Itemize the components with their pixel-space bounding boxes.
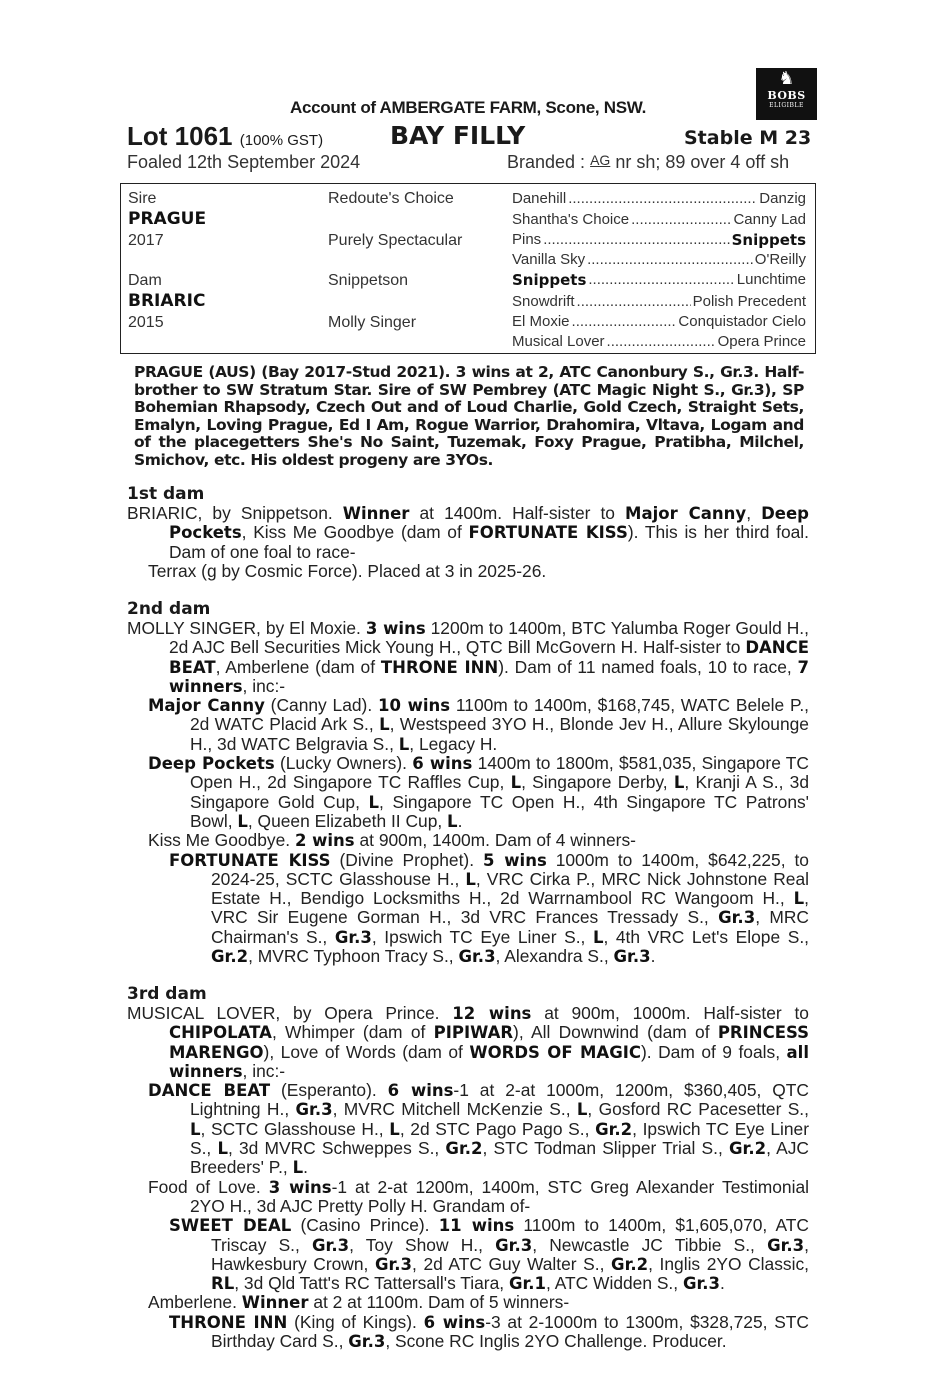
section-title: 3rd dam [127, 984, 207, 1004]
text-run: at 2 at 1100m. Dam of 5 winners- [313, 1292, 570, 1313]
bold-text: FORTUNATE KISS [468, 523, 628, 543]
ancestor-sire: Danzig [759, 190, 806, 207]
ancestor-name: Pins [512, 231, 542, 248]
text-run: MUSICAL LOVER, by Opera Prince. [127, 1003, 440, 1023]
text-run: , Westspeed 3YO H., Blonde Jev H., Allure Skylounge H., 3d WATC Belgravia S., [190, 714, 809, 754]
bold-text: L [389, 1119, 400, 1139]
text-run: , Legacy H. [409, 733, 498, 754]
bold-text: Gr.3 [295, 1100, 333, 1120]
granddam-1: Purely Spectacular [328, 232, 463, 249]
text-run: . [650, 946, 656, 967]
grandsire-2: Snippetson [328, 272, 409, 289]
text-run: -3 at 2-1000m to 1300m, $328,725, STC Birthday Card S., [211, 1311, 809, 1352]
sire-description: PRAGUE (AUS) (Bay 2017-Stud 2021). 3 wins at 2, ATC Canonbury S., Gr.3. Half-brother to SW Stratum Star. Sire of SW Pembrey (ATC Magic Night S., Gr.3), SP Bohemian Rhapsody, Czech Out and of Loud Charlie, Gold Czech, Straight Sets, Emalyn, Loving Prague, Ed I Am, Rogue Warrior, Drahomira, Vltava, Logam and of the placegetters She's No Saint, Tuzemak, Foxy Prague, Pratibha, Milchel, Smichov, etc. His oldest progeny are 3YOs. [134, 363, 804, 469]
text-run: , Queen Elizabeth II Cup, [247, 810, 443, 831]
dam-paragraph [127, 504, 809, 562]
bold-text: PRINCESS MARENGO [169, 1023, 809, 1062]
text-run: 1100m to 1400m, $168,745, WATC Belele P., 2d WATC Placid Ark S., [190, 695, 810, 735]
progeny-entry [127, 1293, 809, 1312]
bold-text: L [592, 927, 604, 947]
bold-text: 6 wins [423, 1312, 486, 1332]
ancestor-sire: Snippets [731, 231, 806, 249]
ancestor-sire: Polish Precedent [692, 293, 806, 310]
dam-paragraph [127, 619, 809, 696]
bold-text: L [368, 792, 380, 812]
text-run: at 900m, 1400m. Dam of 4 winners- [359, 830, 636, 851]
text-run: at 900m, 1000m. Half-sister to [544, 1003, 809, 1023]
ancestor-row [512, 231, 806, 249]
ancestor-sire: Conquistador Cielo [678, 313, 806, 330]
bold-text: L [217, 1139, 228, 1159]
bold-text: Gr.1 [508, 1274, 547, 1294]
sire-name: PRAGUE [128, 209, 207, 229]
bold-text: CHIPOLATA [169, 1023, 272, 1043]
ancestor-row [512, 271, 806, 289]
sire-year: 2017 [128, 232, 164, 249]
bold-text: L [465, 869, 476, 889]
text-run: , Singapore Derby, [521, 772, 668, 793]
bold-text: DANCE BEAT [169, 638, 809, 677]
bold-text: L [237, 811, 248, 831]
bold-text: FORTUNATE KISS [169, 850, 331, 870]
text-run: , Whimper (dam of [271, 1022, 426, 1043]
text-run: (Canny Lad). [270, 695, 373, 716]
bold-text: RL [211, 1274, 235, 1294]
text-run: 1400m to 1800m, $581,035, Singapore TC Open H., 2d Singapore TC Raffles Cup, [190, 753, 809, 793]
ancestor-sire: Canny Lad [733, 211, 806, 228]
second-dam-section [127, 599, 809, 966]
progeny-line: Terrax (g by Cosmic Force). Placed at 3 in 2025-26. [148, 560, 547, 581]
vendor-account: Account of AMBERGATE FARM, Scone, NSW. [290, 98, 646, 117]
first-dam-section [127, 484, 809, 581]
text-run: , Newcastle JC Tibbie S., [532, 1234, 755, 1255]
bold-text: 10 wins [377, 696, 451, 716]
text-run: , 2d STC Pago Pago S., [399, 1118, 590, 1139]
text-run: . [457, 810, 463, 831]
text-run: , Amberlene (dam of [215, 656, 376, 677]
bold-text: L [673, 773, 685, 793]
text-run: Amberlene. [148, 1292, 237, 1313]
text-run: ). Dam of 9 foals, [641, 1041, 781, 1062]
bold-text: Gr.3 [334, 927, 372, 947]
bold-text: THRONE INN [169, 1312, 288, 1332]
text-run: , Hawkesbury Crown, [211, 1234, 809, 1274]
bold-text: all winners [169, 1042, 809, 1081]
text-run: , AJC Breeders' P., [190, 1138, 809, 1178]
bold-text: DANCE BEAT [148, 1081, 271, 1101]
ancestor-sire: Opera Prince [717, 333, 806, 350]
bold-text: Gr.3 [718, 908, 756, 928]
bold-text: Deep Pockets [148, 754, 275, 774]
text-run: , 4th VRC Let's Elope S., [603, 926, 809, 947]
text-run: , Alexandra S., [495, 946, 609, 967]
horse-icon: ♞ [778, 68, 795, 89]
bold-text: Gr.3 [458, 947, 496, 967]
ancestor-row [512, 313, 806, 330]
text-run: MOLLY SINGER, by El Moxie. [127, 618, 361, 638]
brand-mark: AG [590, 152, 611, 168]
bold-text: Winner [342, 504, 410, 523]
ancestor-name: Shantha's Choice [512, 211, 630, 228]
ancestor-row [512, 211, 806, 228]
text-run: (Esperanto). [281, 1080, 377, 1101]
bold-text: Gr.3 [312, 1235, 350, 1255]
grandsire-1: Redoute's Choice [328, 190, 454, 207]
bold-text: Gr.2 [445, 1139, 483, 1159]
dam-label: Dam [128, 272, 162, 289]
text-run: (Divine Prophet). [339, 849, 475, 870]
bold-text: Major Canny [625, 504, 747, 523]
text-run: -1 at 2-at 1200m, 1400m, STC Greg Alexander Testimonial 2YO H., 3d AJC Pretty Polly H. Grandam of- [190, 1176, 809, 1216]
text-run: , MRC Chairman's S., [211, 907, 809, 947]
dam-name: BRIARIC [128, 291, 206, 311]
ancestor-sire: Lunchtime [736, 271, 806, 288]
progeny-entry [127, 754, 809, 831]
text-run: 1100m to 1400m, $1,605,070, ATC Triscay S., [211, 1215, 809, 1255]
logo-text: BOBS [767, 89, 806, 102]
bold-text: 3 wins [365, 619, 426, 638]
progeny-entry [127, 696, 809, 754]
text-run: . [303, 1157, 308, 1178]
bold-text: L [576, 1100, 588, 1120]
bold-text: L [510, 773, 522, 793]
dam-paragraph [127, 1004, 809, 1081]
text-run: , 3d MVRC Schweppes S., [227, 1138, 440, 1159]
bold-text: Gr.3 [682, 1274, 721, 1294]
ancestor-row [512, 251, 806, 268]
bold-text: Gr.3 [767, 1235, 805, 1255]
ancestor-name: Danehill [512, 190, 567, 207]
ancestor-name: Snippets [512, 271, 587, 289]
text-run: , MVRC Mitchell McKenzie S., [332, 1099, 571, 1120]
dam-year: 2015 [128, 314, 164, 331]
bold-text: Winner [241, 1293, 309, 1313]
logo-subtext: ELIGIBLE [769, 102, 804, 109]
branded-label: Branded : [507, 152, 586, 172]
branded-text: nr sh; 89 over 4 off sh [615, 152, 790, 172]
text-run: , SCTC Glasshouse H., [200, 1118, 384, 1139]
lot-label: Lot 1061 [127, 121, 233, 151]
branded-info [507, 152, 789, 173]
text-run: , VRC Sir Eugene Gorman H., 3d VRC Frances Tressady S., [211, 888, 809, 928]
ancestor-row [512, 190, 806, 207]
section-title: 2nd dam [127, 599, 211, 619]
text-run: , Inglis 2YO Classic, [648, 1253, 809, 1274]
text-run: (King of Kings). [294, 1311, 417, 1332]
bobs-logo [756, 68, 817, 120]
bold-text: Gr.3 [348, 1332, 386, 1352]
text-run: , 3d Qld Tatt's RC Tattersall's Tiara, [234, 1273, 505, 1294]
bold-text: L [447, 811, 458, 831]
text-run: 1000m to 1400m, $642,225, to 2024-25, SCTC Glasshouse H., [211, 849, 809, 889]
text-run: Kiss Me Goodbye. [148, 830, 291, 851]
sire-label: Sire [128, 190, 157, 207]
bold-text: 7 winners [169, 657, 809, 696]
text-run: , Kranji A S., 3d Singapore Gold Cup, [190, 772, 810, 812]
bold-text: L [793, 889, 805, 909]
bold-text: Gr.3 [613, 947, 651, 967]
ancestor-row [512, 333, 806, 350]
text-run: BRIARIC, by Snippetson. [127, 503, 333, 523]
text-run: ). This is her third foal. Dam of one foal to race- [169, 522, 809, 562]
text-run: , Ipswich TC Eye Liner S., [371, 926, 586, 947]
section-title: 1st dam [127, 484, 205, 504]
ancestor-name: El Moxie [512, 313, 570, 330]
bold-text: Gr.2 [611, 1254, 649, 1274]
text-run: ). Dam of 11 named foals, 10 to race, [498, 656, 792, 677]
ancestor-name: Snowdrift [512, 293, 575, 310]
ancestor-row [512, 293, 806, 310]
progeny-entry [127, 1313, 809, 1352]
progeny-entry [127, 1178, 809, 1217]
bold-text: Gr.2 [211, 947, 249, 967]
bold-text: Gr.3 [495, 1235, 533, 1255]
text-run: , Singapore TC Open H., 4th Singapore TC Patrons' Bowl, [190, 791, 810, 831]
text-run: , inc:- [242, 1060, 286, 1081]
bold-text: THRONE INN [380, 657, 499, 677]
bold-text: 5 wins [482, 850, 547, 870]
bold-text: 2 wins [294, 831, 355, 851]
text-run: , inc:- [242, 675, 286, 696]
stable-number: Stable M 23 [684, 127, 812, 149]
bold-text: 6 wins [412, 754, 473, 774]
foaled-date: Foaled 12th September 2024 [127, 152, 361, 172]
bold-text: 11 wins [438, 1216, 515, 1236]
text-run: at 1400m. Half-sister to [419, 503, 615, 523]
ancestor-sire: O'Reilly [754, 251, 806, 268]
text-run: Food of Love. [148, 1176, 261, 1197]
text-run: ), Love of Words (dam of [263, 1041, 463, 1062]
text-run: ), All Downwind (dam of [513, 1022, 710, 1043]
text-run: , Toy Show H., [349, 1234, 483, 1255]
bold-text: L [398, 734, 410, 754]
text-run: , VRC Cirka P., MRC Nick Johnstone Real Estate H., Bendigo Locksmiths H., 2d Warrnambool RC Wangoom H., [211, 868, 809, 909]
text-run: , Gosford RC Pacesetter S., [587, 1099, 809, 1120]
text-run: , [746, 503, 752, 523]
bold-text: Gr.3 [374, 1254, 413, 1274]
text-run: , ATC Widden S., [546, 1273, 679, 1294]
bold-text: Gr.2 [595, 1119, 633, 1139]
text-run: -1 at 2-at 1000m, 1200m, $360,405, QTC Lightning H., [190, 1080, 809, 1120]
third-dam-section [127, 984, 809, 1351]
bold-text: L [379, 715, 390, 735]
text-run: , MVRC Typhoon Tracy S., [248, 946, 454, 967]
text-run: (Casino Prince). [300, 1215, 430, 1236]
bold-text: Gr.2 [729, 1139, 767, 1159]
progeny-entry [127, 831, 809, 850]
text-run: , Kiss Me Goodbye (dam of [241, 522, 462, 543]
bold-text: 6 wins [387, 1081, 454, 1101]
text-run: , 2d ATC Guy Walter S., [412, 1253, 605, 1274]
bold-text: L [190, 1119, 201, 1139]
progeny-entry [127, 1216, 809, 1293]
bold-text: PIPIWAR [433, 1023, 514, 1043]
text-run: , Scone RC Inglis 2YO Challenge. Producer. [385, 1331, 727, 1352]
gst-note: (100% GST) [239, 132, 324, 149]
sex-colour: BAY FILLY [390, 121, 526, 150]
bold-text: Deep Pockets [169, 504, 809, 543]
bold-text: Major Canny [148, 696, 265, 716]
pedigree-table [120, 183, 816, 354]
ancestor-name: Musical Lover [512, 333, 605, 350]
bold-text: SWEET DEAL [169, 1216, 292, 1236]
text-run: (Lucky Owners). [279, 753, 407, 774]
bold-text: 12 wins [452, 1004, 532, 1023]
text-run: 1200m to 1400m, BTC Yalumba Roger Gould H., 2d AJC Bell Securities Mick Young H., QTC Bill McGovern H. Half-sister to [169, 618, 809, 658]
bold-text: 3 wins [268, 1177, 332, 1197]
progeny-entry [127, 1081, 809, 1177]
lot-number [127, 121, 323, 152]
granddam-2: Molly Singer [328, 314, 417, 331]
bold-text: WORDS OF MAGIC [469, 1042, 641, 1062]
ancestor-name: Vanilla Sky [512, 251, 586, 268]
text-run: , STC Todman Slipper Trial S., [482, 1138, 723, 1159]
text-run: . [720, 1273, 725, 1294]
bold-text: L [292, 1158, 304, 1178]
text-run: , Ipswich TC Eye Liner S., [190, 1118, 809, 1159]
progeny-entry [127, 851, 809, 967]
